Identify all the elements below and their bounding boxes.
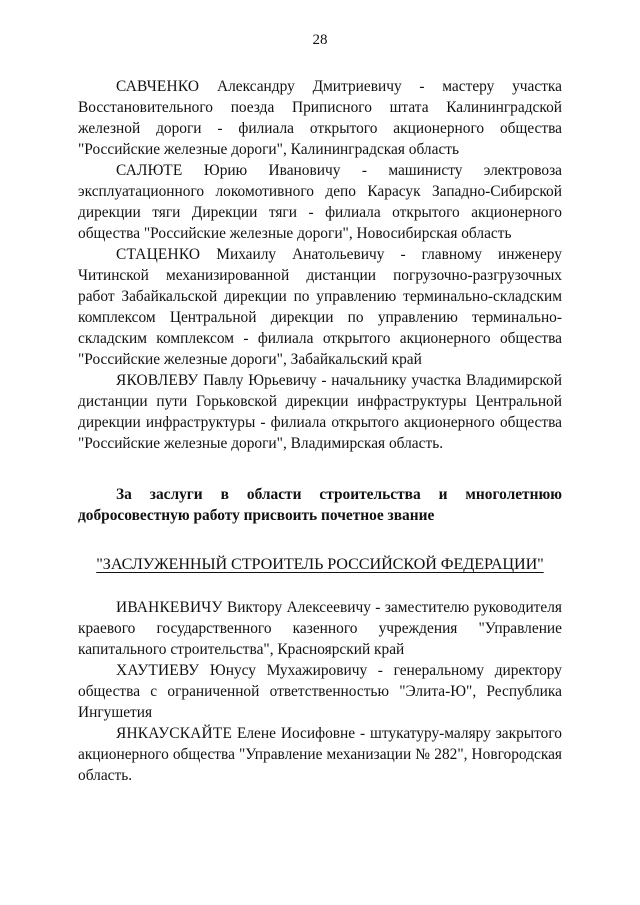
awardee-entry-yakovlev [78,370,562,454]
awardee-entry-khautiev [78,660,562,723]
awardee-entry-ivankevich [78,597,562,660]
awardee-surname: ХАУТИЕВУ [116,662,200,679]
awardee-entry-statsenko [78,244,562,370]
awardee-details: Михаилу Анатольевичу - главному инженеру Читинской механизированной дистанции погрузочно-разгрузочных работ Забайкальской дирекции по управлению терминально-складским комплексом Центральной дирекции по управлению терминально-складским комплексом - филиала открытого акционерного общества "Российские железные дороги", Забайкальский край [78,246,562,368]
awardee-details: Елене Иосифовне - штукатуру-маляру закрытого акционерного общества "Управление механизации № 282", Новгородская область. [78,725,562,784]
decree-paragraph: За заслуги в области строительства и многолетнюю добросовестную работу присвоить почетное звание [78,486,562,524]
awardee-details: Юнусу Мухажировичу - генеральному директору общества с ограниченной ответственностью "Элита-Ю", Республика Ингушетия [78,662,562,721]
awardee-entry-savchenko [78,76,562,160]
awardee-list-railway [78,76,562,454]
awardee-surname: ЯКОВЛЕВУ [116,372,199,389]
document-body [78,76,562,786]
awardee-surname: ЯНКАУСКАЙТЕ [116,725,233,742]
awardee-details: Александру Дмитриевичу - мастеру участка Восстановительного поезда Приписного штата Калининградской железной дороги - филиала открытого акционерного общества "Российские железные дороги", Калининградская область [78,78,562,158]
awardee-details: Павлу Юрьевичу - начальнику участка Владимирской дистанции пути Горьковской дирекции инфраструктуры Центральной дирекции инфраструктуры - филиала открытого акционерного общества "Российские железные дороги", Владимирская область. [78,372,562,452]
awardee-surname: ИВАНКЕВИЧУ [116,599,223,616]
honorary-title: "ЗАСЛУЖЕННЫЙ СТРОИТЕЛЬ РОССИЙСКОЙ ФЕДЕРАЦИИ" [96,555,544,573]
awardee-details: Виктору Алексеевичу - заместителю руководителя краевого государственного казенного учреждения "Управление капитального строительства", Красноярский край [78,599,562,658]
awardee-surname: СТАЦЕНКО [116,246,201,263]
awardee-surname: САВЧЕНКО [116,78,200,95]
awardee-entry-yankauskaite [78,723,562,786]
awardee-surname: САЛЮТЕ [116,162,183,179]
awardee-details: Юрию Ивановичу - машинисту электровоза эксплуатационного локомотивного депо Карасук Западно-Сибирской дирекции тяги Дирекции тяги - филиала открытого акционерного общества "Российские железные дороги", Новосибирская область [78,162,562,242]
awardee-entry-salyute [78,160,562,244]
awardee-list-builders [78,597,562,786]
page-number: 28 [312,32,328,48]
